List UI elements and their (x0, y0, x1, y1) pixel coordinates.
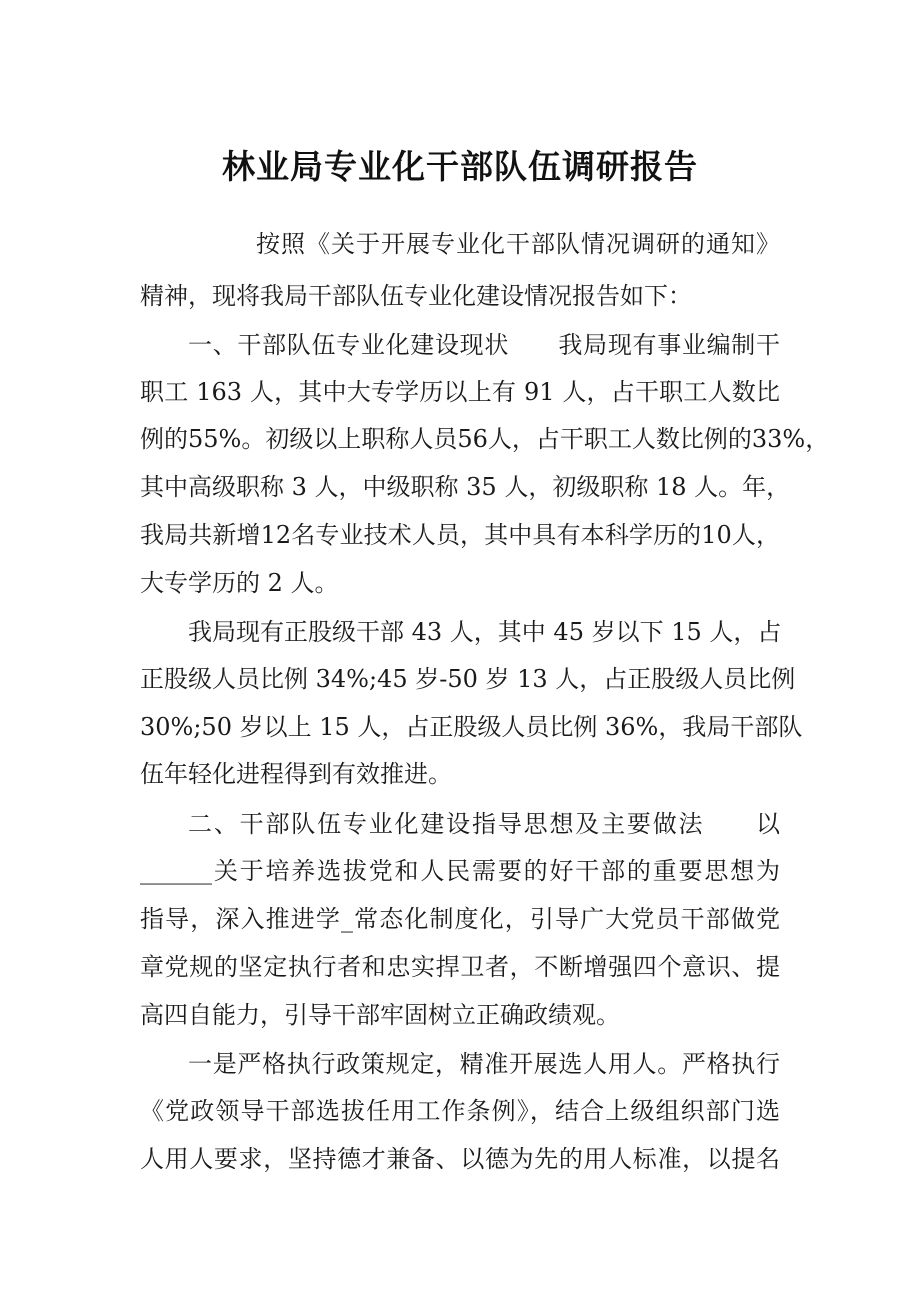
paragraph-line: 大专学历的 2 人。 (140, 569, 339, 597)
paragraph-line: ______关于培养选拔党和人民需要的好干部的重要思想为 (140, 857, 780, 885)
paragraph-line: 高四自能力，引导干部牢固树立正确政绩观。 (140, 1001, 620, 1029)
section-heading-line: 二、干部队伍专业化建设指导思想及主要做法 以 (188, 810, 780, 838)
document-title: 林业局专业化干部队伍调研报告 (222, 147, 698, 186)
paragraph-line: 职工 163 人，其中大专学历以上有 91 人，占干职工人数比 (140, 378, 780, 406)
paragraph-line: 章党规的坚定执行者和忠实捍卫者，不断增强四个意识、提 (140, 953, 780, 981)
paragraph-line: 其中高级职称 3 人，中级职称 35 人，初级职称 18 人。年， (140, 473, 791, 501)
paragraph-line: 指导，深入推进学_常态化制度化，引导广大党员干部做党 (140, 905, 780, 933)
paragraph-line: 精神，现将我局干部队伍专业化建设情况报告如下： (140, 282, 692, 310)
paragraph-line: 人用人要求，坚持德才兼备、以德为先的用人标准，以提名 (140, 1145, 780, 1173)
paragraph-line: 30%;50 岁以上 15 人，占正股级人员比例 36%，我局干部队 (140, 713, 803, 741)
paragraph-line: 正股级人员比例 34%;45 岁-50 岁 13 人，占正股级人员比例 (140, 665, 796, 693)
paragraph-line: 例的55%。初级以上职称人员56人，占干职工人数比例的33%， (140, 425, 830, 453)
paragraph-line: 我局共新增12名专业技术人员，其中具有本科学历的10人， (140, 521, 780, 549)
section-heading-line: 一、干部队伍专业化建设现状 我局现有事业编制干 (188, 331, 780, 359)
paragraph-line: 按照《关于开展专业化干部队情况调研的通知》 (256, 230, 780, 258)
paragraph-line: 我局现有正股级干部 43 人，其中 45 岁以下 15 人，占 (188, 618, 782, 646)
paragraph-line: 一是严格执行政策规定，精准开展选人用人。严格执行 (188, 1050, 780, 1078)
paragraph-line: 伍年轻化进程得到有效推进。 (140, 760, 452, 788)
paragraph-line: 《党政领导干部选拔任用工作条例》，结合上级组织部门选 (140, 1097, 780, 1125)
